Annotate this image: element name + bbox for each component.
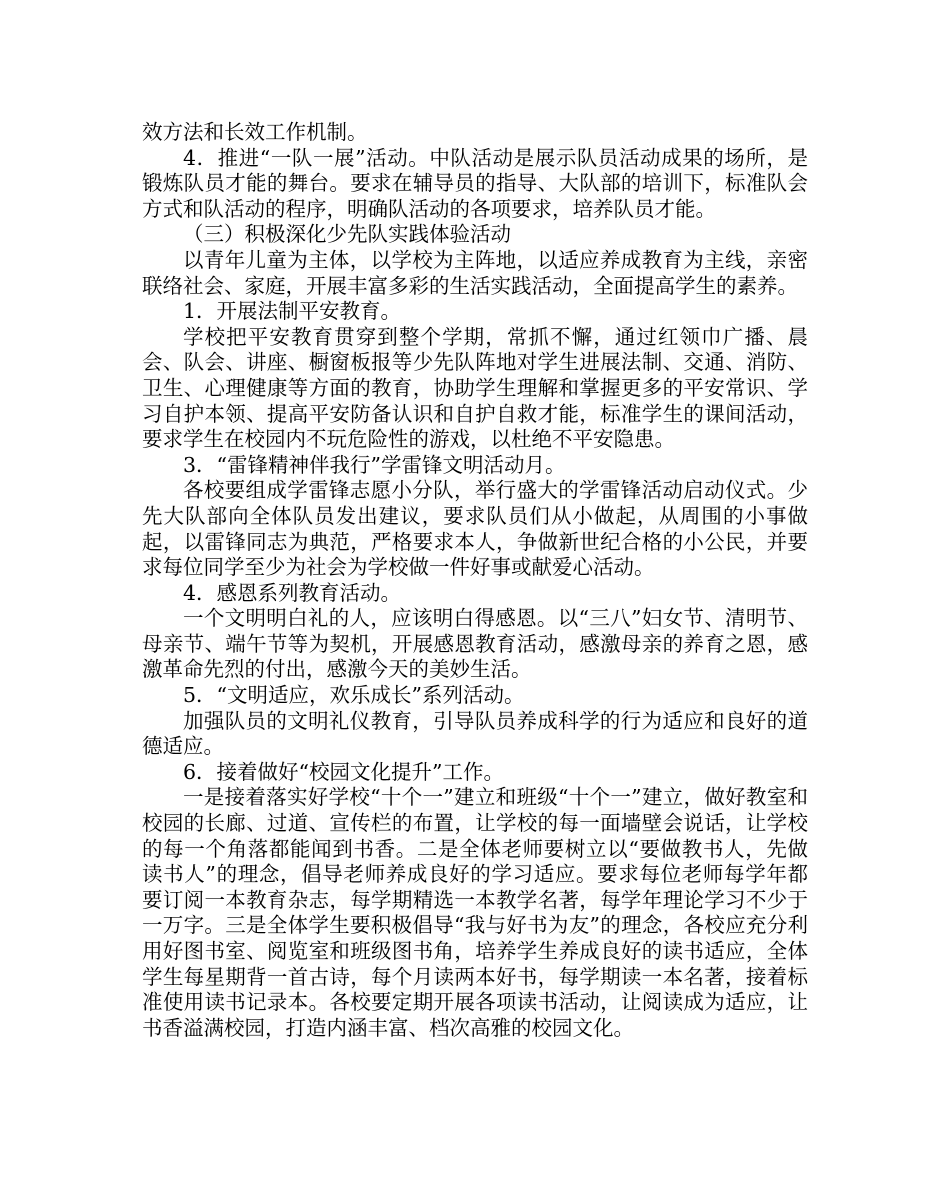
document-body	[142, 120, 808, 1041]
item-heading-4: 4．感恩系列教育活动。	[183, 580, 402, 605]
paragraph-continuation: 效方法和长效工作机制。	[142, 120, 368, 144]
paragraph-gratitude: 一个文明明白礼的人，应该明白得感恩。以“三八”妇女节、清明节、母亲节、端午节等为契机，开展感恩教育活动，感激母亲的养育之恩，感激革命先烈的付出，感激今天的美妙生活。	[142, 606, 808, 682]
paragraph-lei-feng: 各校要组成学雷锋志愿小分队，举行盛大的学雷锋活动启动仪式。少先大队部向全体队员发出建议，要求队员们从小做起，从周围的小事做起，以雷锋同志为典范，严格要求本人，争做新世纪合格的小公民，并要求每位同学至少为社会为学校做一件好事或献爱心活动。	[142, 478, 808, 580]
paragraph-section-intro: 以青年儿童为主体，以学校为主阵地，以适应养成教育为主线，亲密联络社会、家庭，开展丰富多彩的生活实践活动，全面提高学生的素养。	[142, 247, 808, 298]
item-heading-5: 5．“文明适应，欢乐成长”系列活动。	[183, 683, 525, 708]
item-heading-3: 3．“雷锋精神伴我行”学雷锋文明活动月。	[183, 452, 566, 477]
item-heading-6: 6．接着做好“校园文化提升”工作。	[183, 759, 505, 784]
section-heading-3: （三）积极深化少先队实践体验活动	[183, 222, 511, 247]
paragraph-campus-culture: 一是接着落实好学校“十个一”建立和班级“十个一”建立，做好教室和校园的长廊、过道、宣传栏的布置，让学校的每一面墙壁会说话，让学校的每一个角落都能闻到书香。二是全体老师要树立以“要做教书人，先做读书人”的理念，倡导老师养成良好的学习适应。要求每位老师每学年都要订阅一本教育杂志，每学期精选一本教学名著，每学年理论学习不少于一万字。三是全体学生要积极倡导“我与好书为友”的理念，各校应充分利用好图书室、阅览室和班级图书角，培养学生养成良好的读书适应，全体学生每星期背一首古诗，每个月读两本好书，每学期读一本名著，接着标准使用读书记录本。各校要定期开展各项读书活动，让阅读成为适应，让书香溢满校园，打造内涵丰富、档次高雅的校园文化。	[142, 785, 808, 1040]
item-heading-1: 1．开展法制平安教育。	[183, 299, 402, 324]
paragraph-safety-education: 学校把平安教育贯穿到整个学期，常抓不懈，通过红领巾广播、晨会、队会、讲座、橱窗板报等少先队阵地对学生进展法制、交通、消防、卫生、心理健康等方面的教育，协助学生理解和掌握更多的平安常识、学习自护本领、提高平安防备认识和自护自救才能，标准学生的课间活动，要求学生在校园内不玩危险性的游戏，以杜绝不平安隐患。	[142, 324, 808, 452]
paragraph-item-4-one-team-one-show: 4．推进“一队一展”活动。中队活动是展示队员活动成果的场所，是锻炼队员才能的舞台。要求在辅导员的指导、大队部的培训下，标准队会方式和队活动的程序，明确队活动的各项要求，培养队员才能。	[142, 145, 808, 221]
paragraph-etiquette: 加强队员的文明礼仪教育，引导队员养成科学的行为适应和良好的道德适应。	[142, 708, 808, 759]
